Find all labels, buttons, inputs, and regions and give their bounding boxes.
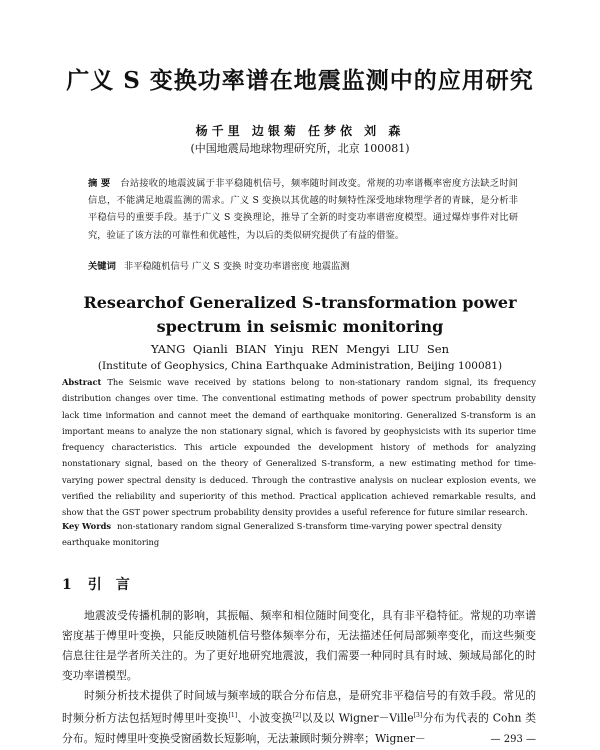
chinese-keywords-text: 非平稳随机信号 广义 S 变换 时变功率谱密度 地震监测 (123, 261, 350, 272)
reference-2: [2] (292, 712, 302, 719)
english-abstract-label: Abstract (62, 377, 102, 387)
chinese-abstract-text: 台站接收的地震波属于非平稳随机信号，频率随时间改变。常规的功率谱概率密度方法缺乏时间信息，不能满足地震监测的需求。广义 S 变换以其优越的时频特性深受地球物理学者的青睐，是分析非平稳信号的重要手段。基于广义 S 变换理论，推导了全新的时变功率谱密度模型。通过爆炸事件对比研究，验证了该方法的可靠性和优越性，为以后的类似研究提供了有益的借鉴。 (88, 178, 518, 241)
section-heading (62, 574, 130, 594)
body-paragraph-2-part-a: 时频分析技术提供了时间域与频率域的联合分布信息，是研究非平稳信号的有效手段。常见的时频分析方法包括短时傅里叶变换 (62, 689, 536, 725)
chinese-title: 广义 S 变换功率谱在地震监测中的应用研究 (66, 67, 534, 94)
english-title-line1: Researchof Generalized S-transformation power (83, 293, 517, 312)
chinese-affiliation: (中国地震局地球物理研究所，北京 100081) (190, 142, 410, 155)
section-number: 1 (62, 577, 72, 593)
chinese-keywords-label: 关键词 (88, 261, 116, 272)
section-title-part1: 引 (87, 577, 102, 593)
english-title (0, 291, 600, 339)
english-affiliation: (Institute of Geophysics, China Earthquake Administration, Beijing 100081) (97, 360, 503, 372)
body-paragraph-2-part-b: 、小波变换 (237, 711, 293, 725)
body-text (62, 606, 536, 749)
english-abstract (62, 374, 536, 521)
body-paragraph-2-part-c: 以及以 Wigner－Ville (301, 711, 414, 725)
english-keywords (62, 519, 536, 550)
body-paragraph-2-part-d: 分布为代表的 Cohn 类分布。短时傅里叶变换受窗函数长短影响，无法兼顾时频分辨率；Wigner－ (62, 711, 536, 745)
english-title-line2: spectrum in seismic monitoring (156, 317, 444, 336)
chinese-authors: 杨千里 边银菊 任梦依 刘 森 (195, 124, 405, 138)
chinese-abstract-label: 摘 要 (88, 178, 111, 189)
english-abstract-text: The Seismic wave received by stations belong to non-stationary random signal, its frequency distribution changes over time. The conventional estimating methods of power spectrum probability density lack time information and cannot meet the demand of earthquake monitoring. Generalized S-transform is an important means to analyze the non stationary signal, which is favored by geophysicists with its superior time frequency characteristics. This article expounded the development history of methods for analyzing nonstationary signal, based on the theory of Generalized S-transform, a new estimating method for time-varying power spectral density is deduced. Through the contrastive analysis on nuclear explosion events, we verified the reliability and superiority of this method. Practical application achieved remarkable results, and show that the GST power spectrum probability density provides a useful reference for future similar research. (62, 377, 536, 518)
page-number: — 293 — (490, 734, 536, 745)
reference-3: [3] (413, 712, 423, 719)
body-paragraph-1: 地震波受传播机制的影响，其振幅、频率和相位随时间变化，具有非平稳特征。常规的功率谱密度基于傅里叶变换，只能反映随机信号整体频率分布，无法描述任何局部频率变化，而这些频变信息往往是学者所关注的。为了更好地研究地震波，我们需要一种同时具有时域、频域局部化的时变功率谱模型。 (62, 609, 536, 682)
english-keywords-label: Key Words (62, 521, 112, 531)
section-title-part2: 言 (115, 577, 130, 593)
chinese-abstract (88, 175, 518, 244)
body-paragraph-2 (62, 686, 536, 749)
chinese-keywords (88, 259, 528, 275)
english-authors: YANG Qianli BIAN Yinju REN Mengyi LIU Sen (151, 342, 449, 356)
english-keywords-text: non-stationary random signal Generalized S-transform time-varying power spectral density earthquake monitoring (62, 521, 502, 547)
reference-1: [1] (228, 712, 238, 719)
